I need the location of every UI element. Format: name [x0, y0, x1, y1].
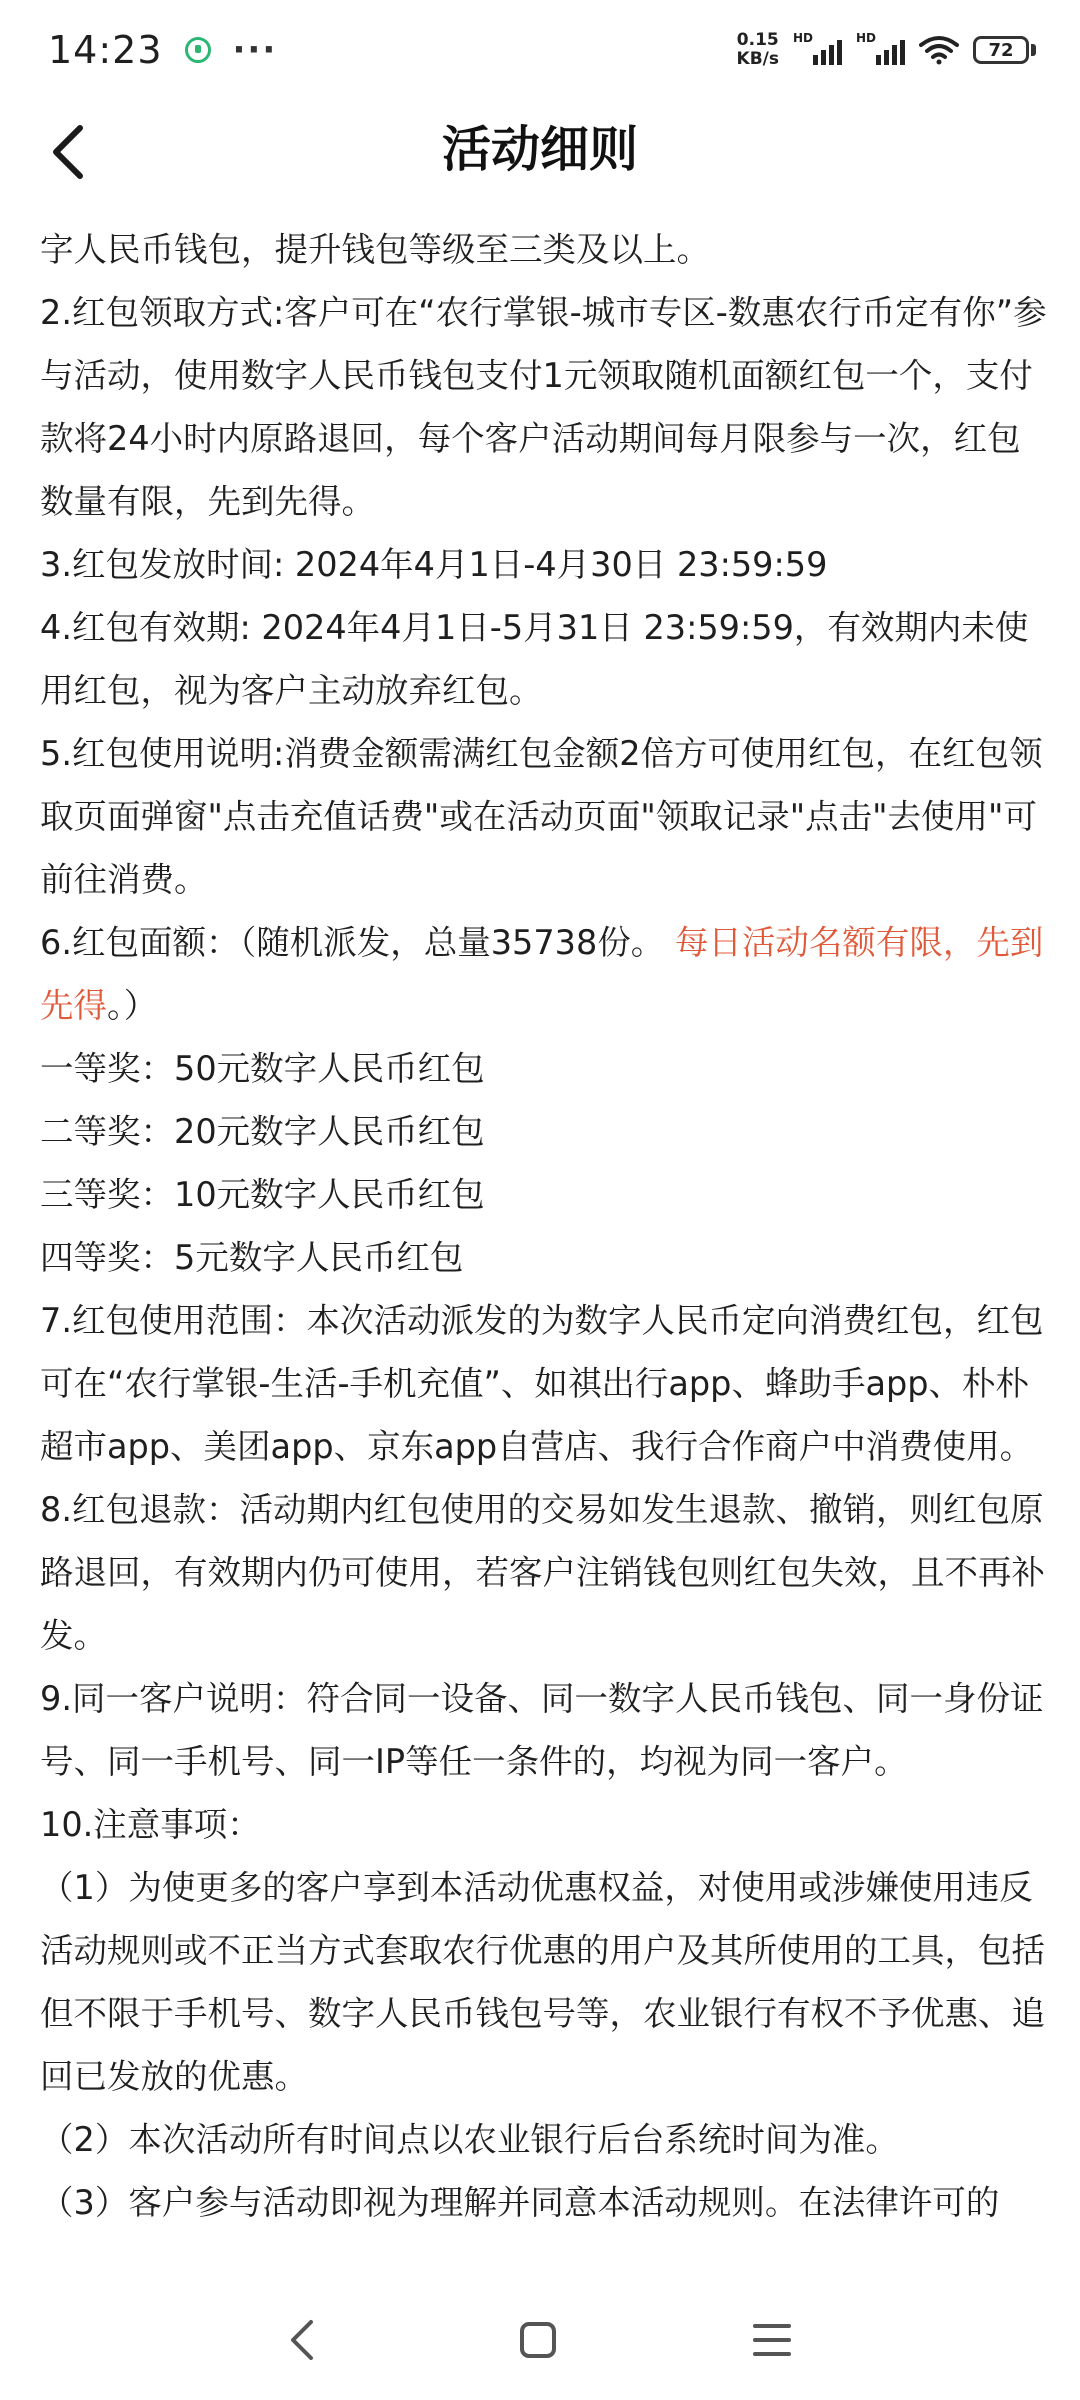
signal-2-icon — [856, 31, 905, 65]
rules-line: 字人民币钱包，提升钱包等级至三类及以上。 — [40, 230, 710, 269]
status-right — [737, 31, 1036, 69]
signal-1-icon — [793, 31, 842, 65]
battery-icon — [973, 36, 1036, 64]
prize-third: 三等奖：10元数字人民币红包 — [40, 1175, 485, 1214]
rules-item-5: 5.红包使用说明:消费金额需满红包金额2倍方可使用红包，在红包领取页面弹窗"点击充值话费"或在活动页面"领取记录"点击"去使用"可前往消费。 — [40, 734, 1043, 899]
network-speed — [737, 31, 779, 69]
status-bar — [0, 0, 1080, 100]
rules-content[interactable] — [40, 218, 1050, 2278]
more-notifications-icon: ··· — [232, 30, 278, 70]
nav-menu-icon — [752, 2322, 792, 2358]
nav-home-icon — [518, 2320, 558, 2360]
nav-home-button[interactable] — [508, 2310, 568, 2370]
rules-item-10: 10.注意事项： — [40, 1805, 261, 1844]
prize-fourth: 四等奖：5元数字人民币红包 — [40, 1238, 464, 1277]
rules-item-4: 4.红包有效期: 2024年4月1日-5月31日 23:59:59，有效期内未使用红包，视为客户主动放弃红包。 — [40, 608, 1029, 710]
rules-item-6-prefix: 6.红包面额：（随机派发，总量35738份。 — [40, 923, 665, 962]
nav-back-icon — [287, 2318, 317, 2362]
wifi-icon — [919, 35, 959, 65]
network-speed-value: 0.15 — [736, 30, 779, 50]
notice-2: （2）本次活动所有时间点以农业银行后台系统时间为准。 — [40, 2120, 899, 2159]
rules-item-9: 9.同一客户说明：符合同一设备、同一数字人民币钱包、同一身份证号、同一手机号、同一IP等任一条件的，均视为同一客户。 — [40, 1679, 1044, 1781]
prize-first: 一等奖：50元数字人民币红包 — [40, 1049, 485, 1088]
rules-item-2: 2.红包领取方式:客户可在“农行掌银-城市专区-数惠农行币定有你”参与活动，使用数字人民币钱包支付1元领取随机面额红包一个，支付款将24小时内原路退回，每个客户活动期间每月限参与一次，红包数量有限，先到先得。 — [40, 293, 1047, 521]
battery-level: 72 — [973, 36, 1029, 64]
rules-item-6 — [40, 911, 1050, 1037]
rules-item-3: 3.红包发放时间: 2024年4月1日-4月30日 23:59:59 — [40, 545, 828, 584]
status-left — [48, 28, 277, 72]
rules-item-8: 8.红包退款：活动期内红包使用的交易如发生退款、撤销，则红包原路退回，有效期内仍可使用，若客户注销钱包则红包失效，且不再补发。 — [40, 1490, 1045, 1655]
nav-back-button[interactable] — [272, 2310, 332, 2370]
system-nav-bar — [0, 2280, 1080, 2400]
app-notification-icon — [185, 37, 211, 63]
notice-3: （3）客户参与活动即视为理解并同意本活动规则。在法律许可的 — [40, 2183, 1000, 2222]
signal-2-hd-label: HD — [856, 31, 877, 45]
status-time: 14:23 — [48, 28, 163, 72]
prize-second: 二等奖：20元数字人民币红包 — [40, 1112, 485, 1151]
page-title: 活动细则 — [441, 121, 638, 178]
network-speed-unit: KB/s — [736, 49, 779, 69]
rules-item-6-suffix: 。） — [107, 986, 158, 1025]
nav-menu-button[interactable] — [742, 2310, 802, 2370]
rules-item-7: 7.红包使用范围：本次活动派发的为数字人民币定向消费红包，红包可在“农行掌银-生活-手机充值”、如祺出行app、蜂助手app、朴朴超市app、美团app、京东app自营店、我行合作商户中消费使用。 — [40, 1301, 1044, 1466]
signal-1-hd-label: HD — [793, 31, 814, 45]
notice-1: （1）为使更多的客户享到本活动优惠权益，对使用或涉嫌使用违反活动规则或不正当方式套取农行优惠的用户及其所使用的工具，包括但不限于手机号、数字人民币钱包号等，农业银行有权不予优惠、追回已发放的优惠。 — [40, 1868, 1045, 2096]
header — [0, 100, 1080, 204]
rules-item-6-highlight: 每日活动名额有限，先到先得 — [40, 923, 1044, 1025]
